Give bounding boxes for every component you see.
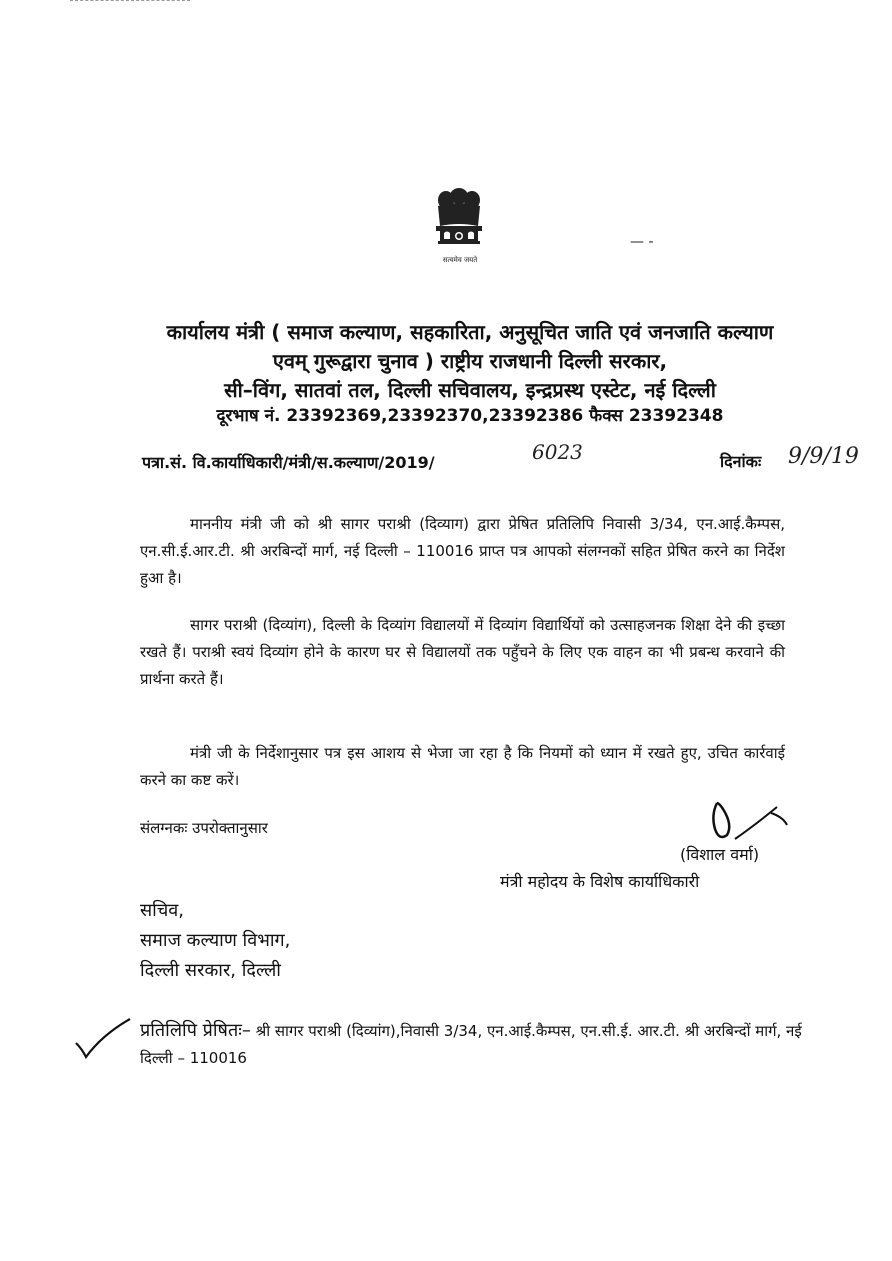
addressee-line-1: सचिव, [140,900,184,921]
office-header-line-2: एवम् गुरूद्वारा चुनाव ) राष्ट्रीय राजधानी दिल्ली सरकार, [272,349,668,373]
checkmark-icon [72,1015,132,1060]
handwritten-reference-number: 6023 [532,440,583,464]
emblem-motto: सत्यमेव जयते [442,256,478,264]
handwritten-date: 9/9/19 [788,444,859,469]
body-paragraph-1: माननीय मंत्री जी को श्री सागर पराश्री (दिव्याग) द्वारा प्रेषित प्रतिलिपि निवासी 3/34, एन.आई.कैम्पस, एन.सी.ई.आर.टी. श्री अरबिन्दों मार्ग, नई दिल्ली – 110016 प्राप्त पत्र आपको संलग्नकों सहित प्रेषित करने का निर्देश हुआ है। [140,515,785,587]
signatory-designation: मंत्री महोदय के विशेष कार्याधिकारी [500,872,700,891]
body-paragraph-3: मंत्री जी के निर्देशानुसार पत्र इस आशय से भेजा जा रहा है कि नियमों को ध्यान में रखते हुए, उचित कार्रवाई करने का कष्ट करें। [140,744,785,789]
body-paragraph-2: सागर पराश्री (दिव्यांग), दिल्ली के दिव्यांग विद्यालयों में दिव्यांग विद्यार्थियों को उत्साहजनक शिक्षा देने की इच्छा रखते हैं। पराश्री स्वयं दिव्यांग होने के कारण घर से विद्यालयों तक पहुँचने के लिए एक वाहन का भी प्रबन्ध करवाने की प्रार्थना करते हैं। [140,616,785,688]
office-address: सी–विंग, सातवां तल, दिल्ली सचिवालय, इन्द्रप्रस्थ एस्टेट, नई दिल्ली [224,378,716,402]
date-label: दिनांकः [720,452,762,471]
enclosure-note: संलग्नकः उपरोक्तानुसार [140,819,268,837]
office-phone-fax: दूरभाष नं. 23392369,23392370,23392386 फैक्स 23392348 [216,406,724,426]
signatory-name: (विशाल वर्मा) [680,845,760,864]
copy-to-note: प्रतिलिपि प्रेषितः– श्री सागर पराश्री (दिव्यांग),निवासी 3/34, एन.आई.कैम्पस, एन.सी.ई. आर.टी. श्री अरबिन्दों मार्ग, नई दिल्ली – 110016 [140,1020,802,1067]
stray-pen-mark: — - [630,234,654,250]
office-header-line-1: कार्यालय मंत्री ( समाज कल्याण, सहकारिता, अनुसूचित जाति एवं जनजाति कल्याण [166,320,774,344]
addressee-line-2: समाज कल्याण विभाग, [140,930,291,951]
reference-number-label: पत्रा.सं. वि.कार्याधिकारी/मंत्री/स.कल्याण/2019/ [142,453,435,472]
scan-edge-mark [70,0,190,3]
addressee-line-3: दिल्ली सरकार, दिल्ली [140,960,281,981]
handwritten-signature [705,795,795,850]
